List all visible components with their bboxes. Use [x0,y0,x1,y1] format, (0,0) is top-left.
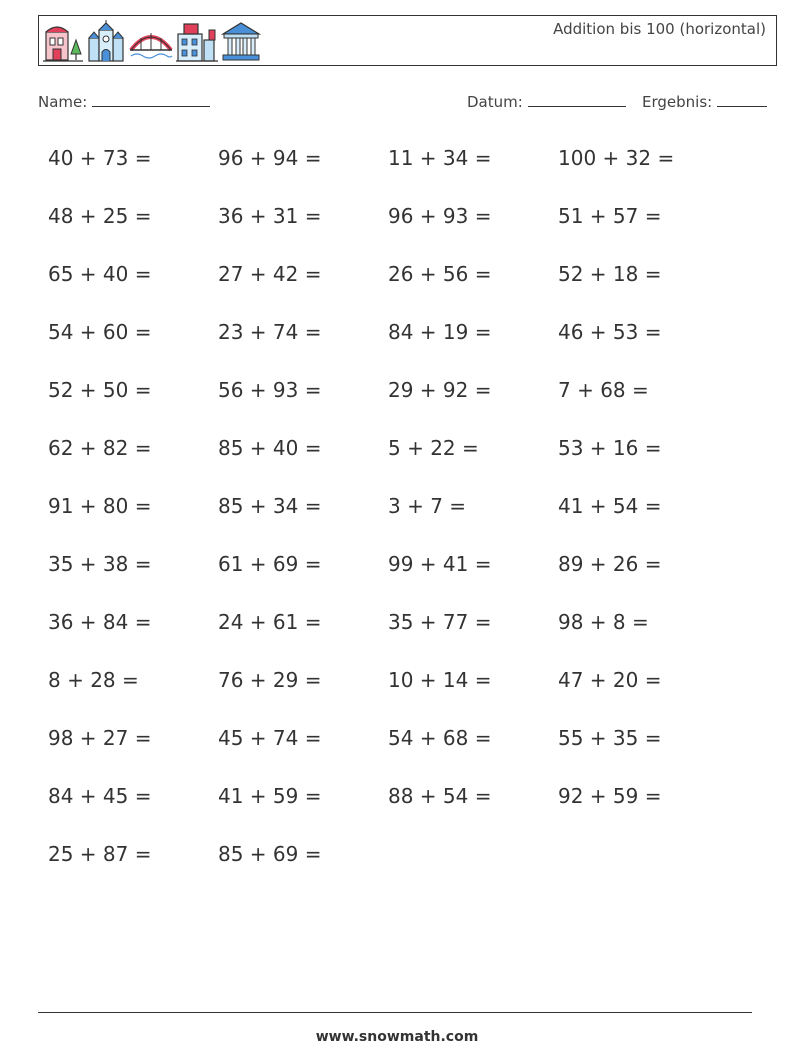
problem-item: 7 + 68 = [558,378,649,402]
date-blank[interactable] [528,93,626,107]
problem-item: 53 + 16 = [558,436,662,460]
result-field[interactable] [642,93,767,111]
problem-item: 35 + 77 = [388,610,492,634]
problem-item: 3 + 7 = [388,494,467,518]
problem-item: 29 + 92 = [388,378,492,402]
footer-divider [38,1012,752,1013]
problem-item: 36 + 31 = [218,204,322,228]
problem-item: 25 + 87 = [48,842,152,866]
bridge-icon [129,20,173,64]
problem-item: 61 + 69 = [218,552,322,576]
problem-item: 92 + 59 = [558,784,662,808]
problem-item: 65 + 40 = [48,262,152,286]
problem-item: 99 + 41 = [388,552,492,576]
shop-tree-icon [43,20,83,64]
problem-item: 10 + 14 = [388,668,492,692]
problem-item: 11 + 34 = [388,146,492,170]
problem-item: 76 + 29 = [218,668,322,692]
problem-item: 51 + 57 = [558,204,662,228]
date-label: Datum: [467,93,523,111]
problem-item: 55 + 35 = [558,726,662,750]
problem-item: 23 + 74 = [218,320,322,344]
name-blank[interactable] [92,93,210,107]
church-icon [86,20,126,64]
museum-icon [221,20,261,64]
problem-item: 46 + 53 = [558,320,662,344]
header-box [38,15,777,66]
footer-url[interactable]: www.snowmath.com [315,1029,479,1045]
problem-item: 89 + 26 = [558,552,662,576]
problem-item: 84 + 19 = [388,320,492,344]
problem-item: 40 + 73 = [48,146,152,170]
problem-item: 98 + 8 = [558,610,649,634]
problem-item: 52 + 18 = [558,262,662,286]
problem-item: 41 + 59 = [218,784,322,808]
date-field[interactable] [467,93,626,111]
problem-item: 36 + 84 = [48,610,152,634]
problem-item: 26 + 56 = [388,262,492,286]
problem-item: 85 + 69 = [218,842,322,866]
result-label: Ergebnis: [642,93,713,111]
problem-item: 45 + 74 = [218,726,322,750]
problem-item: 96 + 94 = [218,146,322,170]
problem-item: 24 + 61 = [218,610,322,634]
problem-item: 8 + 28 = [48,668,139,692]
problem-item: 56 + 93 = [218,378,322,402]
problem-item: 88 + 54 = [388,784,492,808]
problem-item: 52 + 50 = [48,378,152,402]
problem-item: 47 + 20 = [558,668,662,692]
buildings-icon [176,20,218,64]
problem-item: 54 + 68 = [388,726,492,750]
problem-item: 91 + 80 = [48,494,152,518]
problem-item: 100 + 32 = [558,146,675,170]
problem-item: 85 + 40 = [218,436,322,460]
name-label: Name: [38,93,88,111]
problem-item: 98 + 27 = [48,726,152,750]
problem-item: 35 + 38 = [48,552,152,576]
worksheet-title: Addition bis 100 (horizontal) [553,20,766,38]
problem-item: 48 + 25 = [48,204,152,228]
problem-item: 41 + 54 = [558,494,662,518]
header-icons [43,20,261,64]
problem-item: 54 + 60 = [48,320,152,344]
problem-item: 27 + 42 = [218,262,322,286]
problem-item: 62 + 82 = [48,436,152,460]
problem-item: 84 + 45 = [48,784,152,808]
problem-item: 5 + 22 = [388,436,479,460]
problem-item: 85 + 34 = [218,494,322,518]
name-field[interactable] [38,93,210,111]
result-blank[interactable] [717,93,767,107]
problem-item: 96 + 93 = [388,204,492,228]
